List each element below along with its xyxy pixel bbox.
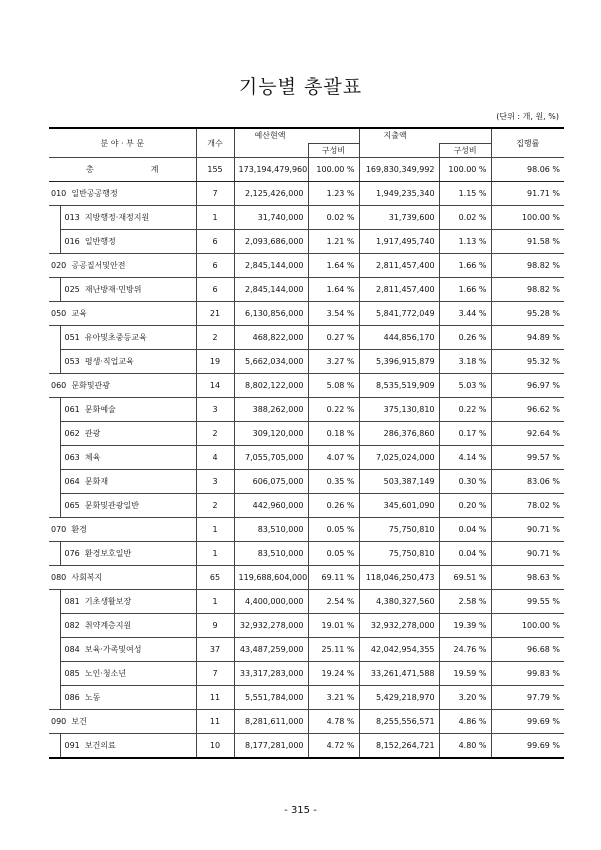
table-row-sub bbox=[49, 590, 564, 614]
field-name: 체육 bbox=[84, 453, 101, 462]
budget-cell: 2,845,144,000 bbox=[234, 278, 308, 302]
expense-cell: 8,255,556,571 bbox=[359, 710, 439, 734]
field-code: 053 bbox=[64, 357, 80, 366]
field-name: 기초생활보장 bbox=[84, 597, 132, 606]
field-name: 취약계층지원 bbox=[84, 621, 132, 630]
budget-cell: 33,317,283,000 bbox=[234, 662, 308, 686]
total-label-2: 계 bbox=[150, 165, 159, 174]
field-cell bbox=[60, 398, 196, 422]
budget-ratio-cell: 5.08 % bbox=[308, 374, 359, 398]
expense-ratio-cell: 4.80 % bbox=[439, 734, 491, 759]
expense-cell: 2,811,457,400 bbox=[359, 278, 439, 302]
table-row-sub bbox=[49, 422, 564, 446]
budget-ratio-cell: 1.64 % bbox=[308, 254, 359, 278]
expense-cell: 4,380,327,560 bbox=[359, 590, 439, 614]
expense-ratio-cell: 0.20 % bbox=[439, 494, 491, 518]
exec-rate-cell: 98.82 % bbox=[491, 254, 564, 278]
field-cell bbox=[60, 446, 196, 470]
field-cell bbox=[60, 734, 196, 759]
expense-ratio-cell: 0.17 % bbox=[439, 422, 491, 446]
budget-cell: 119,688,604,000 bbox=[234, 566, 308, 590]
field-cell bbox=[49, 302, 196, 326]
field-name: 문화예술 bbox=[84, 405, 116, 414]
header-budget-ratio: 구성비 bbox=[308, 143, 359, 158]
exec-rate-cell: 83.06 % bbox=[491, 470, 564, 494]
expense-cell: 2,811,457,400 bbox=[359, 254, 439, 278]
exec-rate-cell: 95.28 % bbox=[491, 302, 564, 326]
count-cell: 1 bbox=[196, 542, 234, 566]
field-code: 061 bbox=[64, 405, 80, 414]
budget-ratio-cell: 25.11 % bbox=[308, 638, 359, 662]
field-code: 076 bbox=[64, 549, 80, 558]
table-row-sub bbox=[49, 206, 564, 230]
exec-rate-cell: 99.83 % bbox=[491, 662, 564, 686]
summary-table bbox=[49, 127, 564, 759]
expense-ratio-cell: 0.26 % bbox=[439, 326, 491, 350]
header-expense-ratio: 구성비 bbox=[439, 143, 491, 158]
expense-cell: 8,152,264,721 bbox=[359, 734, 439, 759]
indent-cell bbox=[49, 734, 60, 759]
indent-cell bbox=[49, 542, 60, 566]
field-code: 025 bbox=[64, 285, 80, 294]
expense-ratio-cell: 24.76 % bbox=[439, 638, 491, 662]
budget-cell: 5,662,034,000 bbox=[234, 350, 308, 374]
expense-cell: 375,130,810 bbox=[359, 398, 439, 422]
exec-rate-cell: 96.68 % bbox=[491, 638, 564, 662]
budget-cell: 31,740,000 bbox=[234, 206, 308, 230]
field-cell bbox=[60, 326, 196, 350]
count-cell: 2 bbox=[196, 326, 234, 350]
count-cell: 2 bbox=[196, 422, 234, 446]
exec-rate-cell: 100.00 % bbox=[491, 614, 564, 638]
budget-cell: 2,125,426,000 bbox=[234, 182, 308, 206]
field-cell bbox=[60, 278, 196, 302]
budget-ratio-cell: 0.05 % bbox=[308, 518, 359, 542]
table-row-sub bbox=[49, 542, 564, 566]
total-label-1: 총 bbox=[85, 165, 94, 174]
field-code: 086 bbox=[64, 693, 80, 702]
indent-cell bbox=[49, 614, 60, 638]
exec-rate-cell: 98.63 % bbox=[491, 566, 564, 590]
table-row-sub bbox=[49, 662, 564, 686]
field-cell bbox=[60, 686, 196, 710]
field-name: 보건의료 bbox=[84, 741, 116, 750]
field-code: 065 bbox=[64, 501, 80, 510]
budget-cell: 388,262,000 bbox=[234, 398, 308, 422]
budget-cell: 442,960,000 bbox=[234, 494, 308, 518]
expense-cell: 345,601,090 bbox=[359, 494, 439, 518]
expense-ratio-cell: 1.66 % bbox=[439, 254, 491, 278]
total-expense: 169,830,349,992 bbox=[359, 158, 439, 182]
table-row-category bbox=[49, 302, 564, 326]
budget-ratio-cell: 19.01 % bbox=[308, 614, 359, 638]
field-cell bbox=[60, 614, 196, 638]
expense-ratio-cell: 3.20 % bbox=[439, 686, 491, 710]
budget-ratio-cell: 1.64 % bbox=[308, 278, 359, 302]
field-code: 063 bbox=[64, 453, 80, 462]
expense-ratio-cell: 1.13 % bbox=[439, 230, 491, 254]
count-cell: 7 bbox=[196, 662, 234, 686]
field-cell bbox=[49, 566, 196, 590]
field-cell bbox=[60, 662, 196, 686]
indent-cell bbox=[49, 278, 60, 302]
expense-ratio-cell: 4.14 % bbox=[439, 446, 491, 470]
expense-ratio-cell: 0.04 % bbox=[439, 542, 491, 566]
indent-cell bbox=[49, 206, 60, 230]
field-name: 보건 bbox=[71, 717, 87, 726]
field-code: 084 bbox=[64, 645, 80, 654]
expense-ratio-cell: 69.51 % bbox=[439, 566, 491, 590]
table-row-category bbox=[49, 518, 564, 542]
field-name: 노동 bbox=[84, 693, 101, 702]
expense-ratio-cell: 4.86 % bbox=[439, 710, 491, 734]
field-name: 문화및관광 bbox=[71, 381, 111, 390]
field-name: 보육·가족및여성 bbox=[84, 645, 142, 654]
total-budget-ratio: 100.00 % bbox=[308, 158, 359, 182]
field-code: 090 bbox=[51, 717, 67, 726]
field-name: 노인·청소년 bbox=[84, 669, 127, 678]
count-cell: 10 bbox=[196, 734, 234, 759]
indent-cell bbox=[49, 422, 60, 446]
field-name: 환경 bbox=[71, 525, 87, 534]
table-row-category bbox=[49, 566, 564, 590]
indent-cell bbox=[49, 350, 60, 374]
budget-ratio-cell: 0.05 % bbox=[308, 542, 359, 566]
budget-ratio-cell: 3.27 % bbox=[308, 350, 359, 374]
budget-cell: 309,120,000 bbox=[234, 422, 308, 446]
exec-rate-cell: 96.62 % bbox=[491, 398, 564, 422]
expense-cell: 32,932,278,000 bbox=[359, 614, 439, 638]
exec-rate-cell: 99.69 % bbox=[491, 734, 564, 759]
count-cell: 6 bbox=[196, 278, 234, 302]
table-row-sub bbox=[49, 734, 564, 759]
budget-ratio-cell: 4.07 % bbox=[308, 446, 359, 470]
budget-ratio-cell: 1.23 % bbox=[308, 182, 359, 206]
expense-ratio-cell: 0.04 % bbox=[439, 518, 491, 542]
unit-note: (단위 : 개, 원, %) bbox=[496, 112, 559, 121]
field-code: 013 bbox=[64, 213, 80, 222]
exec-rate-cell: 78.02 % bbox=[491, 494, 564, 518]
table-row-category bbox=[49, 182, 564, 206]
count-cell: 21 bbox=[196, 302, 234, 326]
page-title: 기능별 총괄표 bbox=[238, 76, 363, 98]
expense-ratio-cell: 5.03 % bbox=[439, 374, 491, 398]
field-code: 085 bbox=[64, 669, 80, 678]
count-cell: 9 bbox=[196, 614, 234, 638]
indent-cell bbox=[49, 446, 60, 470]
expense-ratio-cell: 0.30 % bbox=[439, 470, 491, 494]
count-cell: 1 bbox=[196, 206, 234, 230]
page-number: - 315 - bbox=[284, 805, 317, 816]
budget-ratio-cell: 4.78 % bbox=[308, 710, 359, 734]
budget-ratio-cell: 0.27 % bbox=[308, 326, 359, 350]
budget-cell: 468,822,000 bbox=[234, 326, 308, 350]
expense-ratio-cell: 0.22 % bbox=[439, 398, 491, 422]
table-row-sub bbox=[49, 326, 564, 350]
budget-ratio-cell: 0.02 % bbox=[308, 206, 359, 230]
table-row-sub bbox=[49, 470, 564, 494]
budget-cell: 5,551,784,000 bbox=[234, 686, 308, 710]
expense-cell: 42,042,954,355 bbox=[359, 638, 439, 662]
expense-cell: 8,535,519,909 bbox=[359, 374, 439, 398]
field-code: 016 bbox=[64, 237, 80, 246]
count-cell: 6 bbox=[196, 230, 234, 254]
expense-ratio-cell: 19.59 % bbox=[439, 662, 491, 686]
field-cell bbox=[60, 470, 196, 494]
budget-cell: 4,400,000,000 bbox=[234, 590, 308, 614]
field-name: 지방행정·재정지원 bbox=[84, 213, 150, 222]
expense-cell: 5,841,772,049 bbox=[359, 302, 439, 326]
budget-ratio-cell: 4.72 % bbox=[308, 734, 359, 759]
exec-rate-cell: 91.71 % bbox=[491, 182, 564, 206]
indent-cell bbox=[49, 662, 60, 686]
field-code: 062 bbox=[64, 429, 80, 438]
expense-ratio-cell: 19.39 % bbox=[439, 614, 491, 638]
field-name: 사회복지 bbox=[71, 573, 103, 582]
expense-ratio-cell: 1.66 % bbox=[439, 278, 491, 302]
budget-ratio-cell: 3.21 % bbox=[308, 686, 359, 710]
header-field: 분 야 · 부 문 bbox=[49, 128, 196, 158]
budget-cell: 8,177,281,000 bbox=[234, 734, 308, 759]
field-code: 064 bbox=[64, 477, 80, 486]
budget-ratio-cell: 3.54 % bbox=[308, 302, 359, 326]
budget-cell: 83,510,000 bbox=[234, 542, 308, 566]
field-code: 081 bbox=[64, 597, 80, 606]
table-row-sub bbox=[49, 350, 564, 374]
field-name: 문화및관광일반 bbox=[84, 501, 139, 510]
field-code: 082 bbox=[64, 621, 80, 630]
field-name: 환경보호일반 bbox=[84, 549, 132, 558]
budget-ratio-cell: 2.54 % bbox=[308, 590, 359, 614]
field-cell bbox=[49, 182, 196, 206]
field-code: 050 bbox=[51, 309, 67, 318]
budget-cell: 7,055,705,000 bbox=[234, 446, 308, 470]
table-row-sub bbox=[49, 494, 564, 518]
expense-cell: 118,046,250,473 bbox=[359, 566, 439, 590]
field-cell bbox=[49, 374, 196, 398]
budget-cell: 2,845,144,000 bbox=[234, 254, 308, 278]
field-name: 공공질서및안전 bbox=[71, 261, 126, 270]
field-code: 060 bbox=[51, 381, 67, 390]
expense-cell: 75,750,810 bbox=[359, 518, 439, 542]
count-cell: 1 bbox=[196, 590, 234, 614]
field-code: 091 bbox=[64, 741, 80, 750]
field-cell bbox=[49, 254, 196, 278]
budget-cell: 8,802,122,000 bbox=[234, 374, 308, 398]
expense-cell: 1,917,495,740 bbox=[359, 230, 439, 254]
field-cell bbox=[49, 710, 196, 734]
header-count: 개수 bbox=[196, 128, 234, 158]
table-row-sub bbox=[49, 398, 564, 422]
table-row-sub bbox=[49, 686, 564, 710]
indent-cell bbox=[49, 638, 60, 662]
budget-ratio-cell: 0.22 % bbox=[308, 398, 359, 422]
field-cell bbox=[60, 350, 196, 374]
field-name: 관광 bbox=[84, 429, 101, 438]
indent-cell bbox=[49, 326, 60, 350]
count-cell: 14 bbox=[196, 374, 234, 398]
indent-cell bbox=[49, 590, 60, 614]
field-cell bbox=[60, 494, 196, 518]
expense-cell: 5,429,218,970 bbox=[359, 686, 439, 710]
exec-rate-cell: 92.64 % bbox=[491, 422, 564, 446]
exec-rate-cell: 99.55 % bbox=[491, 590, 564, 614]
table-row-category bbox=[49, 254, 564, 278]
budget-cell: 43,487,259,000 bbox=[234, 638, 308, 662]
field-name: 유아및초중등교육 bbox=[84, 333, 147, 342]
field-cell bbox=[60, 206, 196, 230]
count-cell: 3 bbox=[196, 470, 234, 494]
exec-rate-cell: 90.71 % bbox=[491, 542, 564, 566]
exec-rate-cell: 96.97 % bbox=[491, 374, 564, 398]
budget-ratio-cell: 0.26 % bbox=[308, 494, 359, 518]
field-name: 문화재 bbox=[84, 477, 109, 486]
expense-cell: 7,025,024,000 bbox=[359, 446, 439, 470]
indent-cell bbox=[49, 398, 60, 422]
expense-cell: 5,396,915,879 bbox=[359, 350, 439, 374]
field-code: 051 bbox=[64, 333, 80, 342]
count-cell: 11 bbox=[196, 710, 234, 734]
table-row-sub bbox=[49, 638, 564, 662]
indent-cell bbox=[49, 470, 60, 494]
exec-rate-cell: 98.82 % bbox=[491, 278, 564, 302]
budget-ratio-cell: 69.11 % bbox=[308, 566, 359, 590]
expense-cell: 31,739,600 bbox=[359, 206, 439, 230]
count-cell: 6 bbox=[196, 254, 234, 278]
budget-cell: 2,093,686,000 bbox=[234, 230, 308, 254]
indent-cell bbox=[49, 686, 60, 710]
exec-rate-cell: 94.89 % bbox=[491, 326, 564, 350]
expense-cell: 75,750,810 bbox=[359, 542, 439, 566]
budget-ratio-cell: 19.24 % bbox=[308, 662, 359, 686]
count-cell: 11 bbox=[196, 686, 234, 710]
field-cell bbox=[60, 542, 196, 566]
field-cell bbox=[60, 638, 196, 662]
expense-ratio-cell: 2.58 % bbox=[439, 590, 491, 614]
field-cell bbox=[49, 518, 196, 542]
exec-rate-cell: 99.57 % bbox=[491, 446, 564, 470]
expense-ratio-cell: 0.02 % bbox=[439, 206, 491, 230]
field-code: 010 bbox=[51, 189, 67, 198]
field-code: 070 bbox=[51, 525, 67, 534]
exec-rate-cell: 90.71 % bbox=[491, 518, 564, 542]
table-row-sub bbox=[49, 230, 564, 254]
field-cell bbox=[60, 590, 196, 614]
count-cell: 3 bbox=[196, 398, 234, 422]
expense-cell: 286,376,860 bbox=[359, 422, 439, 446]
field-name: 재난방재·민방위 bbox=[84, 285, 142, 294]
count-cell: 7 bbox=[196, 182, 234, 206]
total-expense-ratio: 100.00 % bbox=[439, 158, 491, 182]
field-code: 080 bbox=[51, 573, 67, 582]
expense-ratio-cell: 3.18 % bbox=[439, 350, 491, 374]
exec-rate-cell: 91.58 % bbox=[491, 230, 564, 254]
exec-rate-cell: 100.00 % bbox=[491, 206, 564, 230]
count-cell: 37 bbox=[196, 638, 234, 662]
count-cell: 4 bbox=[196, 446, 234, 470]
field-name: 일반행정 bbox=[84, 237, 116, 246]
budget-ratio-cell: 1.21 % bbox=[308, 230, 359, 254]
budget-cell: 32,932,278,000 bbox=[234, 614, 308, 638]
field-code: 020 bbox=[51, 261, 67, 270]
expense-cell: 444,856,170 bbox=[359, 326, 439, 350]
table-row-sub bbox=[49, 614, 564, 638]
count-cell: 1 bbox=[196, 518, 234, 542]
header-exec-rate: 집행률 bbox=[491, 128, 564, 158]
exec-rate-cell: 97.79 % bbox=[491, 686, 564, 710]
count-cell: 2 bbox=[196, 494, 234, 518]
field-cell bbox=[60, 230, 196, 254]
total-budget: 173,194,479,960 bbox=[234, 158, 308, 182]
budget-cell: 606,075,000 bbox=[234, 470, 308, 494]
total-row bbox=[49, 158, 564, 182]
budget-ratio-cell: 0.35 % bbox=[308, 470, 359, 494]
header-budget: 예산현액 bbox=[234, 128, 359, 143]
table-row-category bbox=[49, 374, 564, 398]
budget-cell: 6,130,856,000 bbox=[234, 302, 308, 326]
expense-ratio-cell: 1.15 % bbox=[439, 182, 491, 206]
expense-ratio-cell: 3.44 % bbox=[439, 302, 491, 326]
field-name: 일반공공행정 bbox=[71, 189, 118, 198]
budget-cell: 8,281,611,000 bbox=[234, 710, 308, 734]
expense-cell: 33,261,471,588 bbox=[359, 662, 439, 686]
expense-cell: 503,387,149 bbox=[359, 470, 439, 494]
table-row-sub bbox=[49, 446, 564, 470]
indent-cell bbox=[49, 230, 60, 254]
table-row-category bbox=[49, 710, 564, 734]
header-expense: 지출액 bbox=[359, 128, 491, 143]
exec-rate-cell: 95.32 % bbox=[491, 350, 564, 374]
field-cell bbox=[60, 422, 196, 446]
count-cell: 65 bbox=[196, 566, 234, 590]
indent-cell bbox=[49, 494, 60, 518]
field-name: 교육 bbox=[71, 309, 87, 318]
table-row-sub bbox=[49, 278, 564, 302]
expense-cell: 1,949,235,340 bbox=[359, 182, 439, 206]
budget-cell: 83,510,000 bbox=[234, 518, 308, 542]
field-name: 평생·직업교육 bbox=[84, 357, 134, 366]
total-count: 155 bbox=[196, 158, 234, 182]
budget-ratio-cell: 0.18 % bbox=[308, 422, 359, 446]
total-exec-rate: 98.06 % bbox=[491, 158, 564, 182]
exec-rate-cell: 99.69 % bbox=[491, 710, 564, 734]
count-cell: 19 bbox=[196, 350, 234, 374]
